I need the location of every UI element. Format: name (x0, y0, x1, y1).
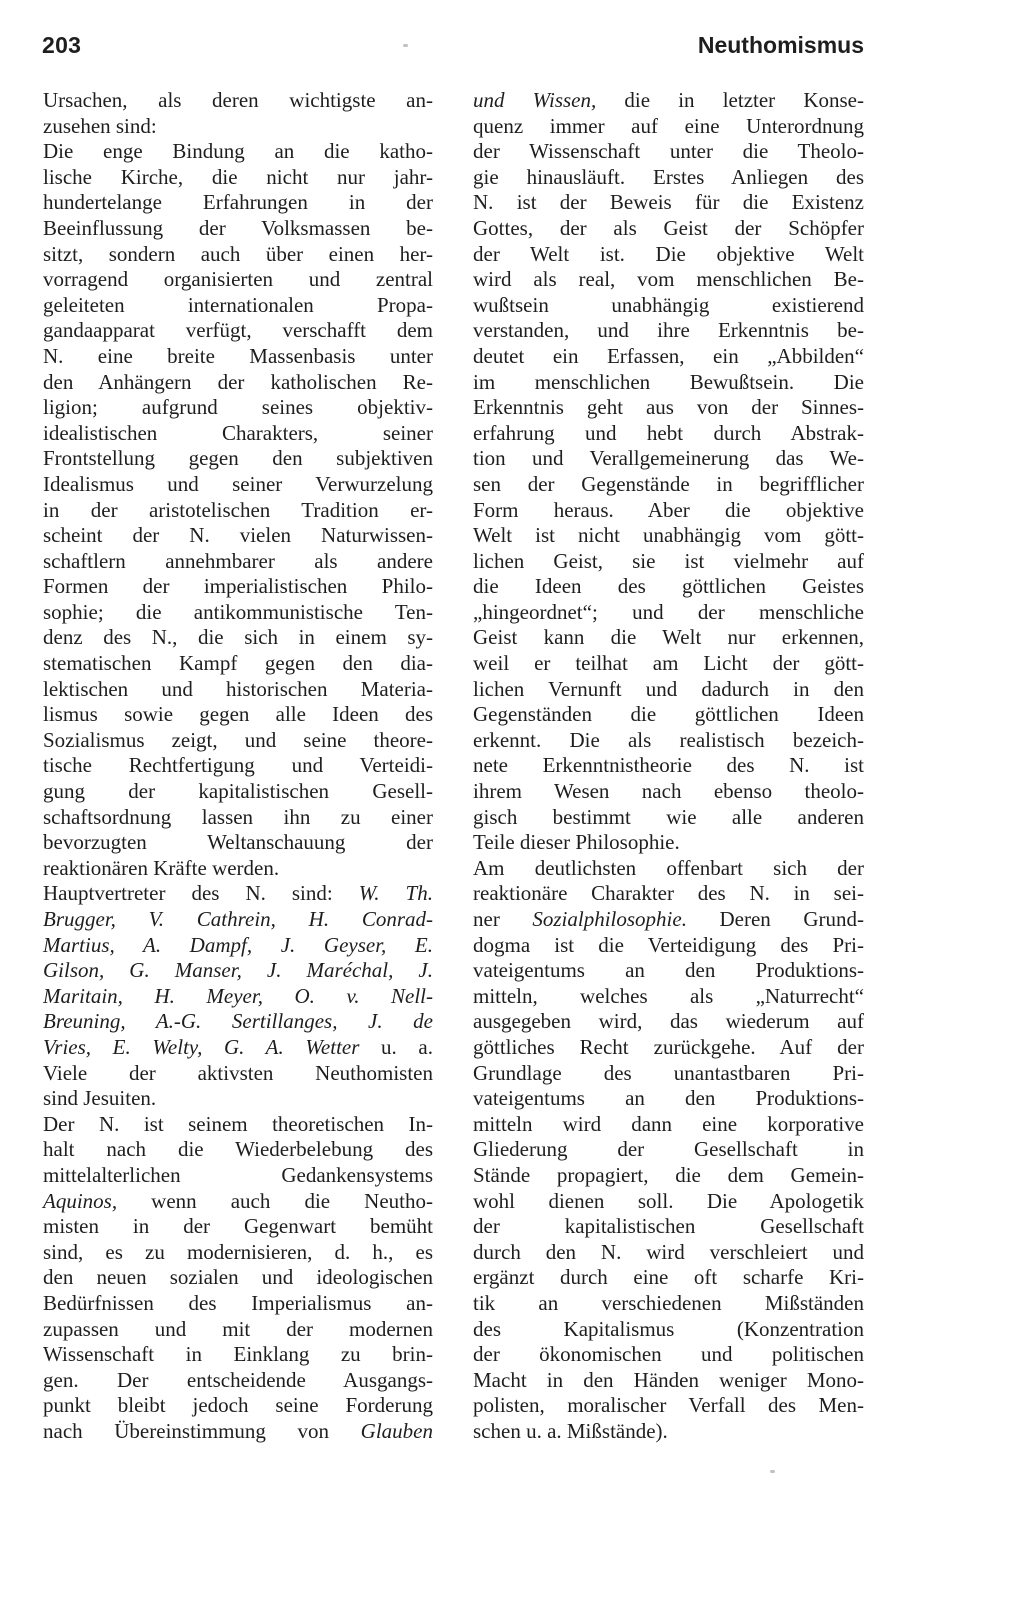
text-line (473, 318, 864, 344)
text-run: N. eine breite Massenbasis unter (43, 343, 433, 368)
text-run: vateigentums an den Produktions- (473, 1086, 864, 1111)
text-line (43, 1086, 433, 1112)
running-head: Neuthomismus (697, 32, 864, 58)
text-run: tik an verschiedenen Mißständen (473, 1290, 864, 1315)
text-run: Formen der imperialistischen Philo- (43, 574, 433, 599)
text-line (43, 702, 433, 728)
text-line (43, 1035, 433, 1061)
italic-text: Martius, A. Dampf, J. Geyser, E. (43, 932, 433, 957)
text-run: sind Jesuiten. (43, 1086, 157, 1111)
text-run: gen. Der entscheidende Ausgangs- (43, 1367, 433, 1392)
text-line (473, 267, 864, 293)
text-run: Teile dieser Philosophie. (473, 830, 680, 855)
text-line (43, 1240, 433, 1266)
text-run: Wissenschaft in Einklang zu brin- (43, 1342, 433, 1367)
text-run: misten in der Gegenwart bemüht (43, 1214, 433, 1239)
text-line (43, 472, 433, 498)
text-line (43, 1342, 433, 1368)
text-run: tische Rechtfertigung und Verteidi- (43, 753, 433, 778)
text-run: schen u. a. Mißstände). (473, 1418, 668, 1443)
text-line (473, 395, 864, 421)
text-run: zusehen sind: (43, 113, 157, 138)
text-line (473, 1137, 864, 1163)
italic-text: Brugger, V. Cathrein, H. Conrad- (43, 907, 433, 931)
text-line (43, 1317, 433, 1343)
text-line (473, 933, 864, 959)
text-run: geleiteten internationalen Propa- (43, 292, 433, 317)
italic-text: Vries, E. Welty, G. A. Wetter (43, 1034, 360, 1059)
italic-text: W. Th. (358, 881, 433, 906)
text-line (43, 446, 433, 472)
text-line (473, 1112, 864, 1138)
italic-text: Breuning, A.-G. Sertillanges, J. de (43, 1009, 433, 1034)
text-line (473, 1189, 864, 1215)
text-run: erfahrung und hebt durch Abstrak- (473, 420, 864, 445)
text-run: mittelalterlichen Gedankensystems (43, 1162, 433, 1187)
text-line (473, 805, 864, 831)
text-line (43, 984, 433, 1010)
text-run: sophie; die antikommunistische Ten- (43, 599, 433, 624)
text-run: der ökonomischen und politischen (473, 1342, 864, 1367)
text-run: „hingeordnet“; und der menschliche (473, 599, 864, 624)
text-run: Deren Grund- (686, 907, 864, 931)
text-run: die in letzter Konse- (596, 88, 864, 112)
text-line (473, 856, 864, 882)
page-header (42, 32, 864, 66)
text-run: den Anhängern der katholischen Re- (43, 369, 433, 394)
text-line (473, 216, 864, 242)
text-run: reaktionäre Charakter des N. in sei- (473, 881, 864, 906)
text-line (473, 1214, 864, 1240)
text-run: denz des N., die sich in einem sy- (43, 625, 433, 650)
text-run: verstanden, und ihre Erkenntnis be- (473, 318, 864, 343)
text-line (473, 1419, 864, 1445)
text-run: schaftlern annehmbarer als andere (43, 548, 433, 573)
scan-speck (403, 44, 408, 47)
text-line (43, 293, 433, 319)
text-line (473, 1291, 864, 1317)
text-run: quenz immer auf eine Unterordnung (473, 113, 864, 138)
text-run: bevorzugten Weltanschauung der (43, 830, 433, 855)
text-run: ligion; aufgrund seines objektiv- (43, 395, 433, 420)
text-line (473, 370, 864, 396)
text-line (473, 984, 864, 1010)
text-line (43, 370, 433, 396)
text-line (43, 856, 433, 882)
text-run: Gottes, der als Geist der Schöpfer (473, 215, 864, 240)
text-line (43, 830, 433, 856)
text-run: erkennt. Die als realistisch bezeich- (473, 727, 864, 752)
text-line (43, 549, 433, 575)
text-run: lische Kirche, die nicht nur jahr- (43, 164, 433, 189)
text-line (473, 498, 864, 524)
text-run: dogma ist die Verteidigung des Pri- (473, 932, 864, 957)
text-line (43, 523, 433, 549)
text-line (473, 1317, 864, 1343)
text-line (473, 625, 864, 651)
text-run: Geist kann die Welt nur erkennen, (473, 625, 864, 650)
text-line (43, 242, 433, 268)
text-run: weil er teilhat am Licht der gött- (473, 651, 864, 676)
text-run: ihrem Wesen nach ebenso theolo- (473, 779, 864, 804)
text-line (473, 702, 864, 728)
text-line (473, 523, 864, 549)
text-line (43, 600, 433, 626)
text-run: gie hinausläuft. Erstes Anliegen des (473, 164, 864, 189)
text-line (43, 318, 433, 344)
text-run: durch den N. wird verschleiert und (473, 1239, 864, 1264)
text-line (43, 651, 433, 677)
text-run: des Kapitalismus (Konzentration (473, 1316, 864, 1341)
text-run: lismus sowie gegen alle Ideen des (43, 702, 433, 727)
right-column (473, 88, 864, 1444)
text-run: Macht in den Händen weniger Mono- (473, 1367, 864, 1392)
text-line (473, 677, 864, 703)
text-run: hundertelange Erfahrungen in der (43, 190, 433, 215)
text-run: ner (473, 907, 533, 931)
text-run: Stände propagiert, die dem Gemein- (473, 1162, 864, 1187)
text-run: Form heraus. Aber die objektive (473, 497, 864, 522)
text-line (473, 1265, 864, 1291)
text-line (473, 651, 864, 677)
text-line (43, 114, 433, 140)
text-line (43, 1009, 433, 1035)
text-run: gandaapparat verfügt, verschafft dem (43, 318, 433, 343)
italic-text: Gilson, G. Manser, J. Maréchal, J. (43, 958, 433, 983)
text-run: lichen Vernunft und dadurch in den (473, 676, 864, 701)
text-line (473, 421, 864, 447)
text-run: im menschlichen Bewußtsein. Die (473, 369, 864, 394)
text-run: Am deutlichsten offenbart sich der (473, 855, 864, 880)
text-line (473, 549, 864, 575)
text-line (43, 1214, 433, 1240)
text-line (473, 1393, 864, 1419)
text-run: Gliederung der Gesellschaft in (473, 1137, 864, 1162)
text-run: deutet ein Erfassen, ein „Abbilden“ (473, 343, 864, 368)
text-line (473, 446, 864, 472)
text-line (473, 190, 864, 216)
text-run: punkt bleibt jedoch seine Forderung (43, 1393, 433, 1418)
left-column (43, 88, 433, 1444)
text-line (473, 165, 864, 191)
text-line (473, 1342, 864, 1368)
text-line (473, 753, 864, 779)
text-run: Beeinflussung der Volksmassen be- (43, 215, 433, 240)
text-line (473, 1086, 864, 1112)
text-line (473, 1163, 864, 1189)
text-run: den neuen sozialen und ideologischen (43, 1265, 433, 1290)
text-line (473, 114, 864, 140)
text-run: gisch bestimmt wie alle anderen (473, 804, 864, 829)
text-run: zupassen und mit der modernen (43, 1316, 433, 1341)
text-line (43, 421, 433, 447)
text-run: sitzt, sondern auch über einen her- (43, 241, 433, 266)
text-run: vorragend organisierten und zentral (43, 267, 433, 292)
text-run: Welt ist nicht unabhängig vom gött- (473, 523, 864, 548)
text-run: scheint der N. vielen Naturwissen- (43, 523, 433, 548)
text-line (473, 907, 864, 933)
text-line (43, 1291, 433, 1317)
text-line (473, 881, 864, 907)
text-run: wußtsein unabhängig existierend (473, 292, 864, 317)
scan-speck (770, 1470, 775, 1473)
text-line (473, 574, 864, 600)
text-line (473, 1061, 864, 1087)
text-run: Erkenntnis geht aus von der Sinnes- (473, 395, 864, 420)
text-line (43, 1368, 433, 1394)
text-line (43, 625, 433, 651)
text-run: sind, es zu modernisieren, d. h., es (43, 1239, 433, 1264)
text-line (43, 1265, 433, 1291)
text-run: wenn auch die Neutho- (117, 1188, 433, 1213)
text-line (473, 1240, 864, 1266)
text-run: schaftsordnung lassen ihn zu einer (43, 804, 433, 829)
text-run: Viele der aktivsten Neuthomisten (43, 1060, 433, 1085)
text-line (43, 216, 433, 242)
text-line (473, 779, 864, 805)
text-line (43, 728, 433, 754)
text-run: polisten, moralischer Verfall des Men- (473, 1393, 864, 1418)
text-line (473, 139, 864, 165)
text-line (473, 830, 864, 856)
text-line (43, 1112, 433, 1138)
text-run: Sozialismus zeigt, und seine theore- (43, 727, 433, 752)
text-line (43, 677, 433, 703)
text-line (43, 1419, 433, 1445)
text-run: sen der Gegenstände in begrifflicher (473, 471, 864, 496)
text-line (473, 1035, 864, 1061)
text-run: mitteln, welches als „Naturrecht“ (473, 983, 864, 1008)
text-run: Ursachen, als deren wichtigste an- (43, 88, 433, 112)
text-run: halt nach die Wiederbelebung des (43, 1137, 433, 1162)
text-run: Hauptvertreter des N. sind: (43, 881, 359, 906)
text-run: Bedürfnissen des Imperialismus an- (43, 1290, 433, 1315)
text-run: nach Übereinstimmung von (43, 1418, 361, 1443)
text-line (43, 881, 433, 907)
text-line (473, 472, 864, 498)
text-run: gung der kapitalistischen Gesell- (43, 779, 433, 804)
text-run: göttliches Recht zurückgehe. Auf der (473, 1034, 864, 1059)
text-run: ausgegeben wird, das wiederum auf (473, 1009, 864, 1034)
text-line (473, 242, 864, 268)
text-line (43, 958, 433, 984)
text-line (43, 574, 433, 600)
text-line (473, 1009, 864, 1035)
text-line (43, 395, 433, 421)
text-run: in der aristotelischen Tradition er- (43, 497, 433, 522)
text-line (43, 1061, 433, 1087)
italic-text: Sozialphilosophie. (532, 907, 687, 931)
italic-text: Maritain, H. Meyer, O. v. Nell- (43, 983, 433, 1008)
text-run: wird als real, vom menschlichen Be- (473, 267, 864, 292)
text-line (43, 779, 433, 805)
text-line (43, 933, 433, 959)
italic-text: Glauben (360, 1418, 433, 1443)
text-line (43, 139, 433, 165)
text-run: idealistischen Charakters, seiner (43, 420, 433, 445)
text-run: stematischen Kampf gegen den dia- (43, 651, 433, 676)
text-run: Idealismus und seiner Verwurzelung (43, 471, 433, 496)
text-line (473, 293, 864, 319)
text-run: tion und Verallgemeinerung das We- (473, 446, 864, 471)
text-run: wohl dienen soll. Die Apologetik (473, 1188, 864, 1213)
text-run: Gegenständen die göttlichen Ideen (473, 702, 864, 727)
text-line (473, 600, 864, 626)
text-line (473, 728, 864, 754)
text-run: Der N. ist seinem theoretischen In- (43, 1111, 433, 1136)
text-run: N. ist der Beweis für die Existenz (473, 190, 864, 215)
italic-text: Aquinos, (43, 1188, 118, 1213)
text-run: Frontstellung gegen den subjektiven (43, 446, 433, 471)
text-line (43, 1189, 433, 1215)
text-line (43, 753, 433, 779)
text-line (43, 1393, 433, 1419)
text-line (43, 907, 433, 933)
text-line (43, 267, 433, 293)
text-run: reaktionären Kräfte werden. (43, 855, 280, 880)
text-run: der Wissenschaft unter die Theolo- (473, 139, 864, 164)
text-line (43, 165, 433, 191)
text-run: Grundlage des unantastbaren Pri- (473, 1060, 864, 1085)
text-line (473, 958, 864, 984)
page-number: 203 (42, 32, 82, 58)
text-line (43, 805, 433, 831)
text-run: der Welt ist. Die objektive Welt (473, 241, 864, 266)
text-run: Die enge Bindung an die katho- (43, 139, 433, 164)
text-line (43, 1163, 433, 1189)
text-run: u. a. (359, 1034, 433, 1059)
text-line (43, 190, 433, 216)
text-run: der kapitalistischen Gesellschaft (473, 1214, 864, 1239)
text-run: lichen Geist, sie ist vielmehr auf (473, 548, 864, 573)
text-line (473, 344, 864, 370)
text-run: mitteln wird dann eine korporative (473, 1111, 864, 1136)
text-line (43, 88, 433, 114)
text-line (473, 88, 864, 114)
text-run: vateigentums an den Produktions- (473, 958, 864, 983)
italic-text: und Wissen, (473, 88, 597, 112)
text-line (43, 498, 433, 524)
text-line (473, 1368, 864, 1394)
text-line (43, 344, 433, 370)
text-run: lektischen und historischen Materia- (43, 676, 433, 701)
text-line (43, 1137, 433, 1163)
text-run: die Ideen des göttlichen Geistes (473, 574, 864, 599)
text-run: nete Erkenntnistheorie des N. ist (473, 753, 864, 778)
text-run: ergänzt durch eine oft scharfe Kri- (473, 1265, 864, 1290)
